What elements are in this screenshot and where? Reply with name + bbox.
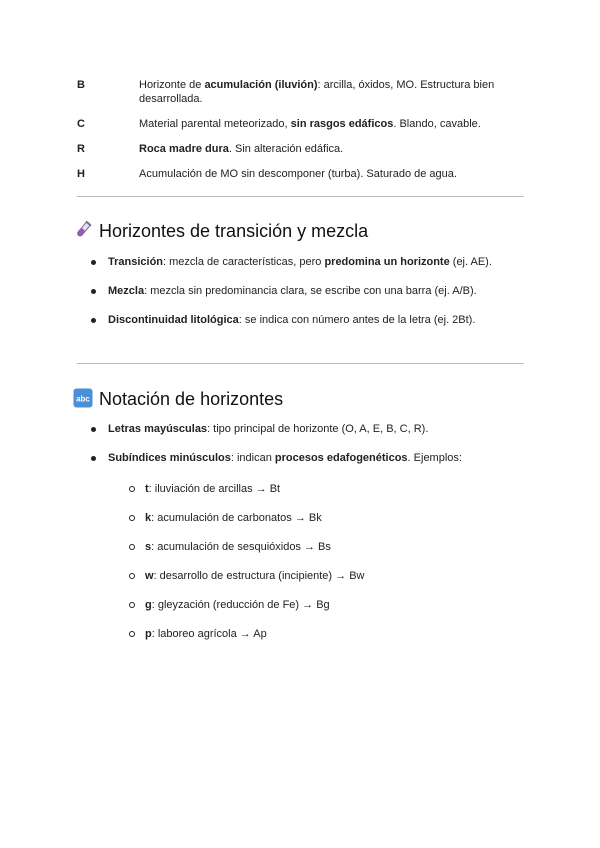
list-item: Discontinuidad litológica: se indica con número antes de la letra (ej. 2Bt). [108,313,475,327]
section-title-text: Horizontes de transición y mezcla [99,221,369,241]
circle-bullet-icon [129,486,135,492]
circle-bullet-icon [129,573,135,579]
bullet-icon [91,289,96,294]
bullet-icon [91,318,96,323]
section-divider [77,363,524,364]
horizon-code: R [77,143,85,155]
horizon-description: Acumulación de MO sin descomponer (turba). Saturado de agua. [139,168,457,180]
horizon-description: Material parental meteorizado, sin rasgos edáficos. Blando, cavable. [139,118,481,130]
circle-bullet-icon [129,602,135,608]
list-item: Subíndices minúsculos: indican procesos edafogenéticos. Ejemplos: [108,451,462,465]
circle-bullet-icon [129,631,135,637]
svg-text:abc: abc [76,394,90,404]
sub-list-item: w: desarrollo de estructura (incipiente) → Bw [145,569,365,583]
horizon-code: C [77,118,85,130]
horizon-code: H [77,168,85,180]
list-item: Transición: mezcla de características, pero predomina un horizonte (ej. AE). [108,255,492,269]
circle-bullet-icon [129,515,135,521]
sub-list-item: g: gleyzación (reducción de Fe) → Bg [145,598,330,612]
horizon-description: Roca madre dura. Sin alteración edáfica. [139,143,344,155]
bullet-icon [91,260,96,265]
test-tube-icon [73,220,95,240]
list-item: Letras mayúsculas: tipo principal de horizonte (O, A, E, B, C, R). [108,422,428,436]
section-title-transition [73,220,368,242]
abc-icon [73,388,95,408]
sub-list-item: t: iluviación de arcillas → Bt [145,482,280,496]
section-title-text: Notación de horizontes [99,389,284,409]
bullet-icon [91,456,96,461]
list-item: Mezcla: mezcla sin predominancia clara, se escribe con una barra (ej. A/B). [108,284,477,298]
circle-bullet-icon [129,544,135,550]
sub-list-item: s: acumulación de sesquióxidos → Bs [145,540,331,554]
bullet-icon [91,427,96,432]
section-divider [77,196,524,197]
section-title-notation [73,388,283,410]
horizon-description: Horizonte de acumulación (iluvión): arcilla, óxidos, MO. Estructura bien desarrollada. [139,79,495,105]
horizon-code: B [77,79,85,91]
sub-list-item: p: laboreo agrícola → Ap [145,627,267,641]
sub-list-item: k: acumulación de carbonatos → Bk [145,511,322,525]
horizon-row-b [77,78,527,108]
